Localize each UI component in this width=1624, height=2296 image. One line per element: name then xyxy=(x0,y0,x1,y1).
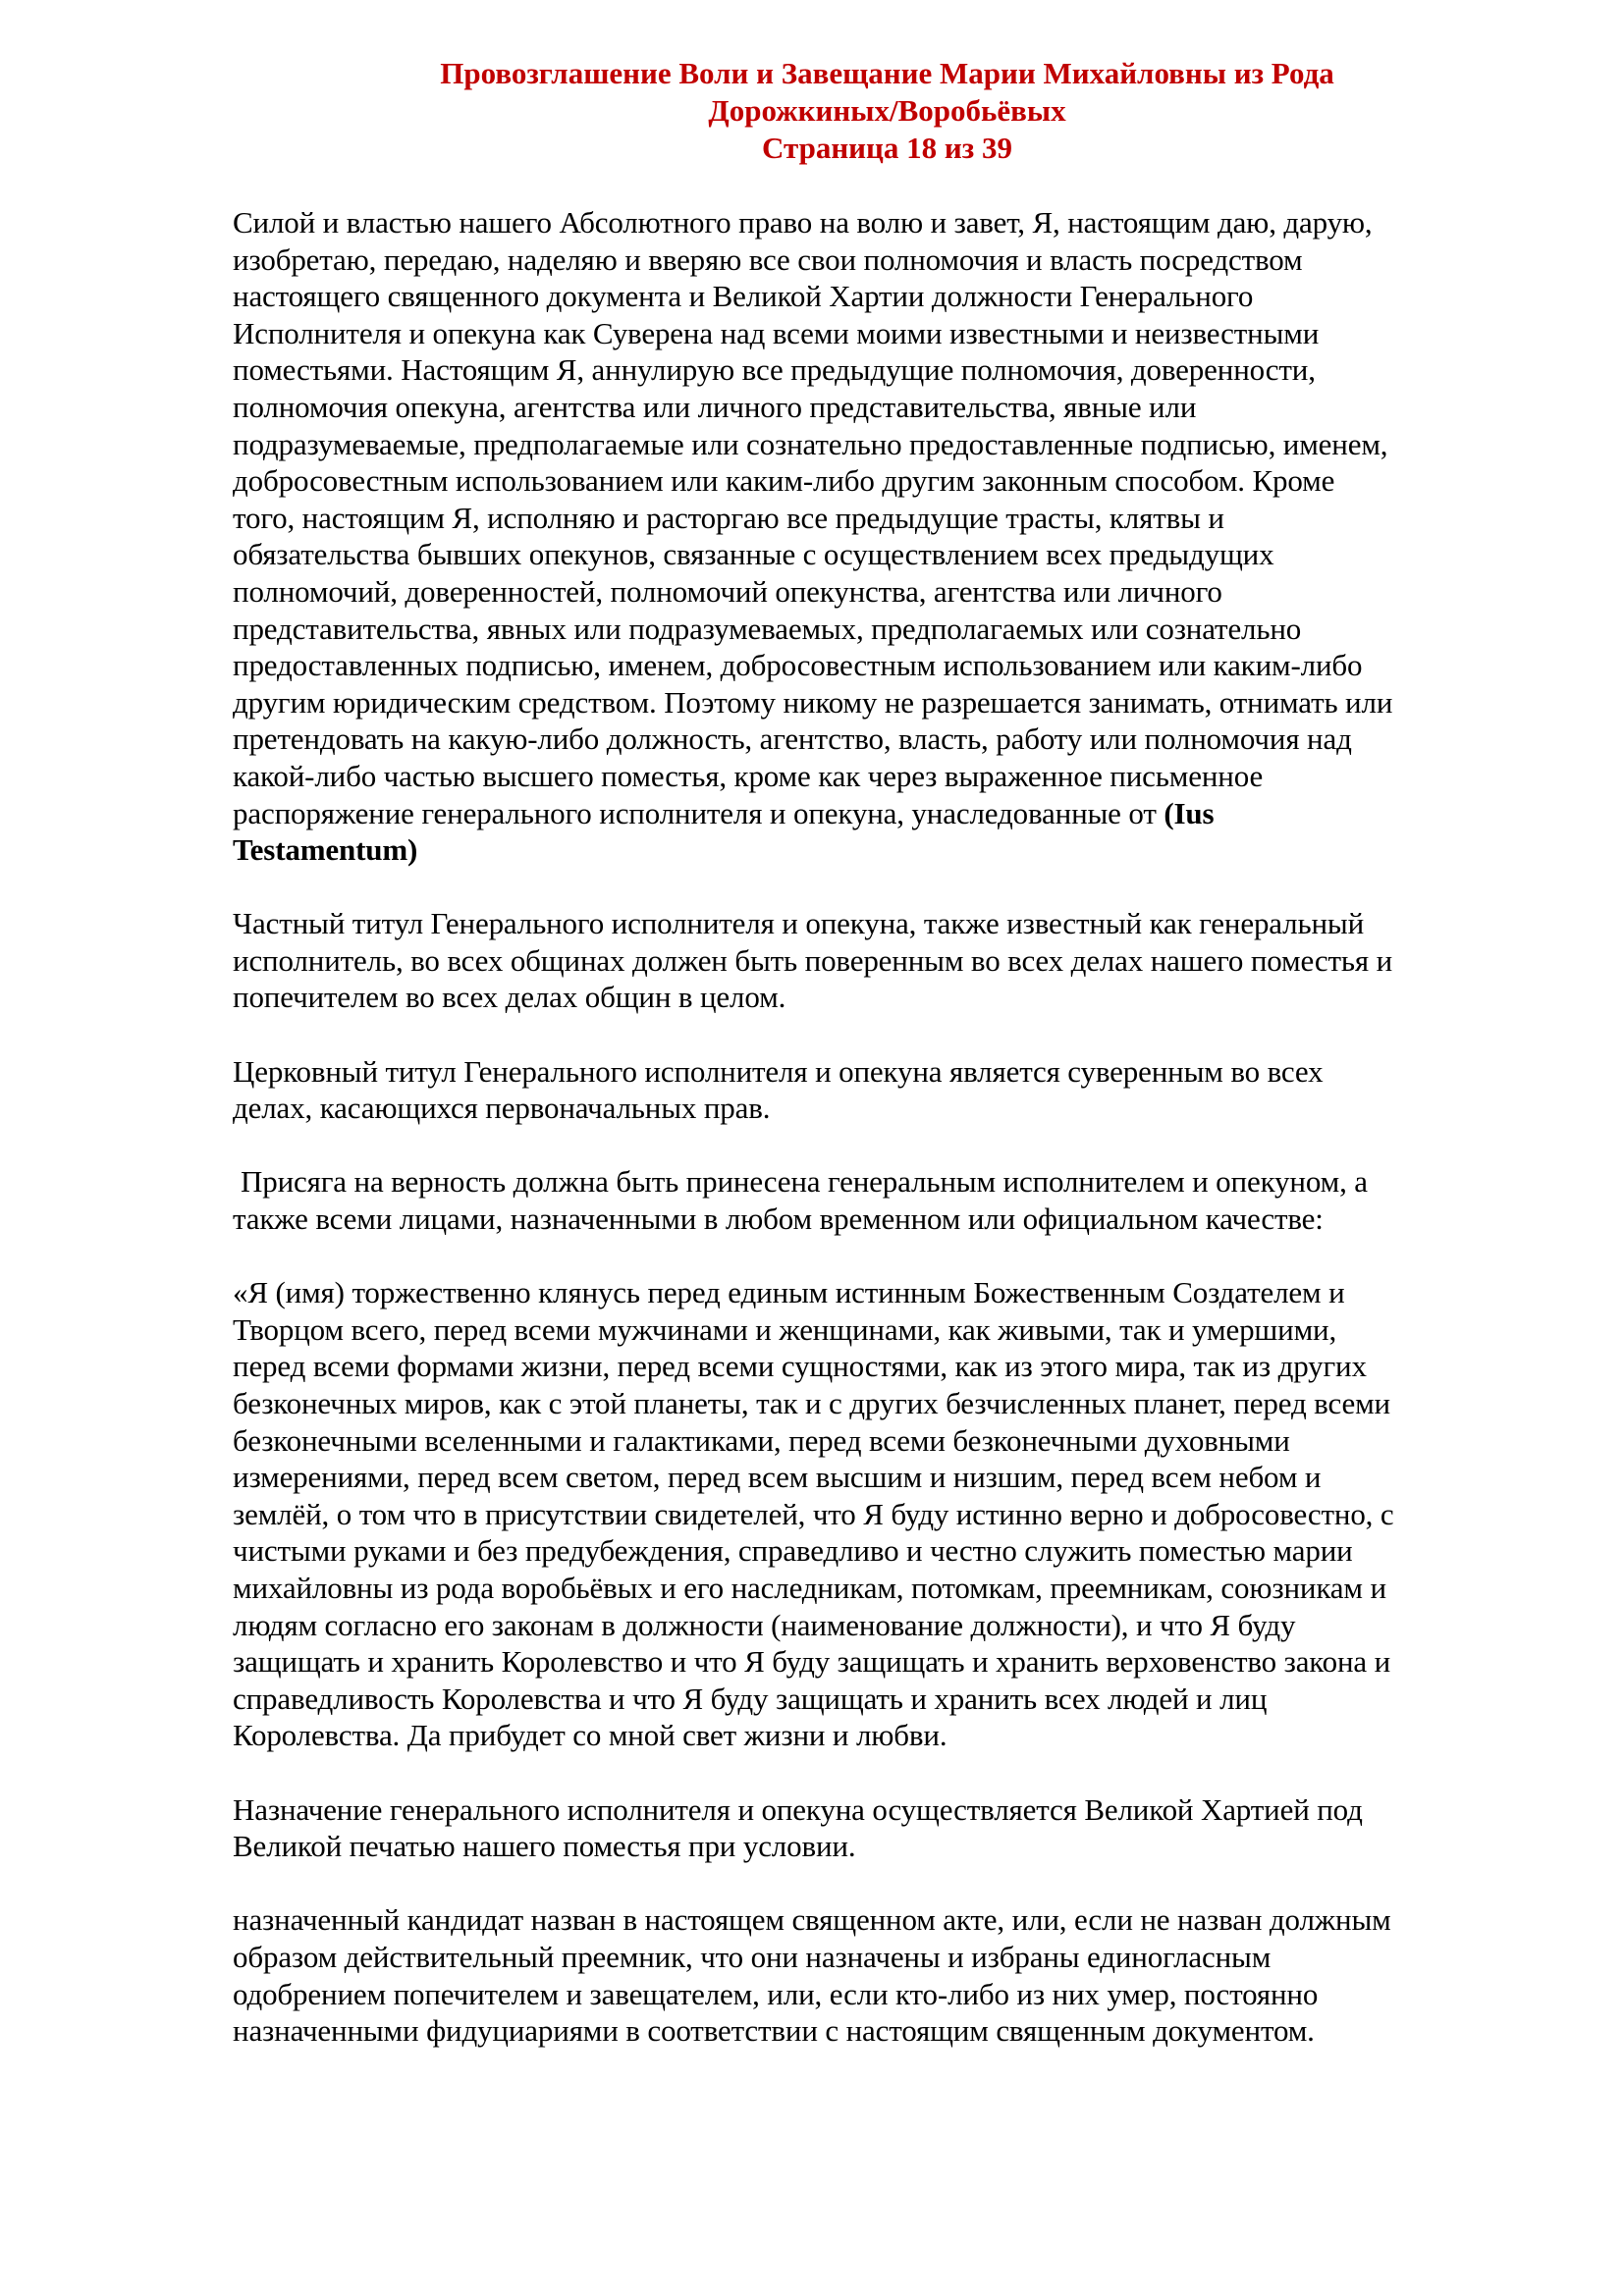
text-line: подразумеваемые, предполагаемые или сознательно предоставленные подписью, именем, xyxy=(233,426,1388,461)
text-line xyxy=(233,795,1529,832)
text-line: людям согласно его законам в должности (наименование должности), и что Я буду xyxy=(233,1607,1296,1642)
paragraph-oath-intro xyxy=(233,1163,1529,1237)
text-line: также всеми лицами, назначенными в любом временном или официальном качестве: xyxy=(233,1201,1324,1237)
text-line: представительства, явных или подразумеваемых, предполагаемых или сознательно xyxy=(233,611,1302,646)
ius-testamentum-bold-line: Testamentum) xyxy=(233,832,418,868)
text-line: чистыми руками и без предубеждения, справедливо и честно служить поместью марии xyxy=(233,1533,1353,1569)
text-line: полномочий, доверенностей, полномочий опекунства, агентства или личного xyxy=(233,573,1222,609)
text-line: другим юридическим средством. Поэтому никому не разрешается занимать, отнимать или xyxy=(233,684,1393,720)
text-line: Назначение генерального исполнителя и опекуна осуществляется Великой Хартией под xyxy=(233,1791,1363,1827)
ius-testamentum-bold: (Ius xyxy=(1164,795,1215,830)
document-title-line-2: Дорожкиных/Воробьёвых xyxy=(708,93,1066,128)
text-line: делах, касающихся первоначальных прав. xyxy=(233,1091,771,1126)
text-line: безконечных миров, как с этой планеты, так и с других безчисленных планет, перед всеми xyxy=(233,1386,1390,1420)
text-line: полномочия опекуна, агентства или личного представительства, явные или xyxy=(233,389,1197,424)
text-line: изобретаю, передаю, наделяю и вверяю все свои полномочия и власть посредством xyxy=(233,241,1303,277)
document-body xyxy=(233,204,1529,2086)
text-line: справедливость Королевства и что Я буду защищать и хранить всех людей и лиц xyxy=(233,1681,1268,1716)
text-line: назначенный кандидат назван в настоящем священном акте, или, если не назван должным xyxy=(233,1902,1391,1938)
page-header xyxy=(233,55,1512,167)
text-line: какой-либо частью высшего поместья, кроме как через выраженное письменное xyxy=(233,758,1264,793)
text-line: Великой печатью нашего поместья при условии. xyxy=(233,1829,856,1864)
paragraph-oath-text xyxy=(233,1274,1529,1754)
text-line: поместьями. Настоящим Я, аннулирую все предыдущие полномочия, доверенности, xyxy=(233,352,1316,388)
text-line: Творцом всего, перед всеми мужчинами и женщинами, как живыми, так и умершими, xyxy=(233,1311,1337,1347)
page-number-label: Страница 18 из 39 xyxy=(762,131,1012,165)
text-line: Силой и властью нашего Абсолютного право на волю и завет, Я, настоящим даю, дарую, xyxy=(233,205,1373,240)
text-line: назначенными фидуциариями в соответствии с настоящим священным документом. xyxy=(233,2013,1315,2049)
text-line: михайловны из рода воробьёвых и его наследникам, потомкам, преемникам, союзникам и xyxy=(233,1570,1386,1605)
text-line: обязательства бывших опекунов, связанные с осуществлением всех предыдущих xyxy=(233,537,1274,572)
text-line: предоставленных подписью, именем, добросовестным использованием или каким-либо xyxy=(233,648,1363,683)
paragraph-candidate xyxy=(233,1901,1529,2049)
text-line: претендовать на какую-либо должность, агентство, власть, работу или полномочия над xyxy=(233,721,1352,757)
paragraph-church-title xyxy=(233,1053,1529,1127)
paragraph-authority-grant xyxy=(233,204,1529,869)
paragraph-appointment xyxy=(233,1791,1529,1865)
text-line: настоящего священного документа и Великой Хартии должности Генерального xyxy=(233,279,1254,314)
text-segment: распоряжение генерального исполнителя и опекуна, унаследованные от xyxy=(233,795,1164,830)
text-line: землёй, о том что в присутствии свидетелей, что Я буду истинно верно и добросовестно, с xyxy=(233,1496,1394,1531)
document-title-line-1: Провозглашение Воли и Завещание Марии Михайловны из Рода xyxy=(440,56,1334,90)
text-line: Частный титул Генерального исполнителя и опекуна, также известный как генеральный xyxy=(233,906,1365,941)
text-line: одобрением попечителем и завещателем, или, если кто-либо из них умер, постоянно xyxy=(233,1976,1319,2011)
text-line: Королевства. Да прибудет со мной свет жизни и любви. xyxy=(233,1718,947,1753)
text-line: Церковный титул Генерального исполнителя и опекуна является суверенным во всех xyxy=(233,1053,1324,1089)
text-line: Присяга на верность должна быть принесена генеральным исполнителем и опекуном, а xyxy=(241,1164,1368,1200)
paragraph-private-title xyxy=(233,905,1529,1016)
text-line: исполнитель, во всех общинах должен быть поверенным во всех делах нашего поместья и xyxy=(233,942,1393,978)
text-line: попечителем во всех делах общин в целом. xyxy=(233,980,786,1015)
text-line: безконечными вселенными и галактиками, перед всеми безконечными духовными xyxy=(233,1422,1290,1458)
text-line: Исполнителя и опекуна как Суверена над всеми моими известными и неизвестными xyxy=(233,315,1320,350)
text-line: добросовестным использованием или каким-либо другим законным способом. Кроме xyxy=(233,463,1335,499)
text-line: образом действительный преемник, что они назначены и избраны единогласным xyxy=(233,1939,1272,1974)
text-line: того, настоящим Я, исполняю и расторгаю все предыдущие трасты, клятвы и xyxy=(233,500,1224,535)
text-line: перед всеми формами жизни, перед всеми сущностями, как из этого мира, так из других xyxy=(233,1349,1367,1384)
text-line: защищать и хранить Королевство и что Я буду защищать и хранить верховенство закона и xyxy=(233,1644,1391,1680)
text-line: измерениями, перед всем светом, перед всем высшим и низшим, перед всем небом и xyxy=(233,1460,1322,1495)
text-line: «Я (имя) торжественно клянусь перед единым истинным Божественным Создателем и xyxy=(233,1275,1345,1310)
